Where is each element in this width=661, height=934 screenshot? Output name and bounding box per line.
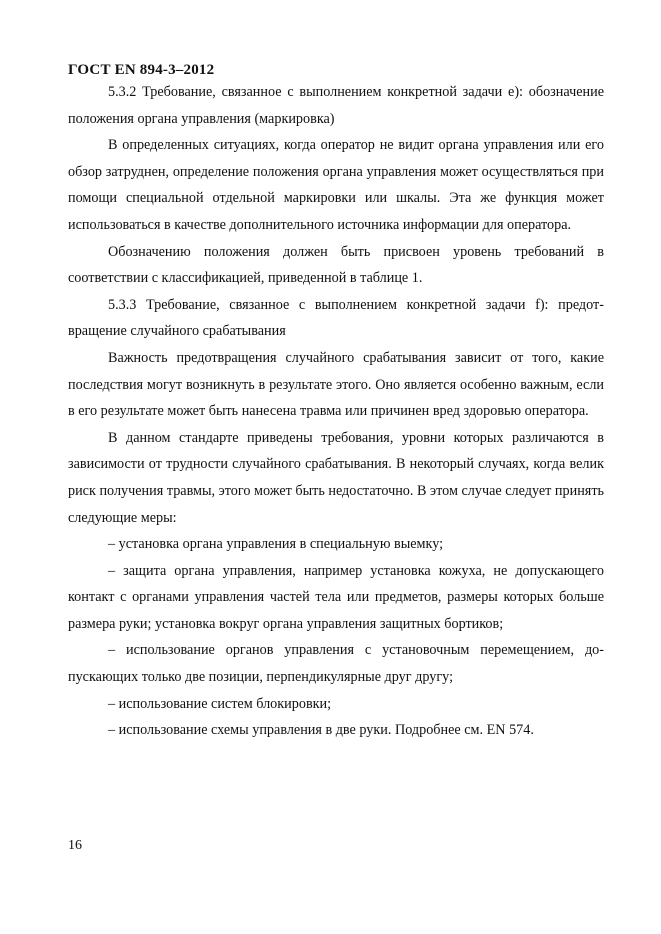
list-item: – использование схемы управления в две руки. Подробнее см. EN 574. <box>108 722 534 739</box>
page-number: 16 <box>68 838 82 853</box>
list-item: – использование систем блокировки; <box>108 695 332 712</box>
paragraph: В определенных ситуациях, когда оператор не видит органа управления или его обзор затруднен, определение положения органа управления может осуществляться при помощи специальной отдельной маркировки или шкалы. Эта же функция может использоваться в качестве дополнительного источника информации для оператора. <box>68 137 604 233</box>
clause-5-3-3-heading: 5.3.3 Требование, связанное с выполнением конкретной задачи f): предотвращение случайного срабатывания <box>68 296 604 340</box>
body-text <box>68 79 604 744</box>
paragraph: Важность предотвращения случайного срабатывания зависит от того, какие последствия могут возникнуть в результате этого. Оно является особенно важным, если в его результате может быть нанесена травма или причинен вред здоровью оператора. <box>68 349 604 420</box>
list-item: – защита органа управления, например установка кожуха, не допускающего контакт с органами управления частей тела или предметов, размеры которых больше размера руки; установка вокруг органа управления защитных бортиков; <box>68 562 604 632</box>
clause-5-3-2-heading: 5.3.2 Требование, связанное с выполнением конкретной задачи e): обозначение положения органа управления (маркировка) <box>68 84 604 127</box>
document-header: ГОСТ EN 894-3–2012 <box>68 62 215 78</box>
list-item: – использование органов управления с установочным перемещением, допускающих только две позиции, перпендикулярные друг другу; <box>68 642 604 686</box>
paragraph: Обозначению положения должен быть присвоен уровень требований в соответствии с классификацией, приведенной в таблице 1. <box>68 243 604 287</box>
paragraph: В данном стандарте приведены требования, уровни которых различаются в зависимости от трудности случайного срабатывания. В некоторый случаях, когда велик риск получения травмы, этого может быть недостаточно. В этом случае следует принять следующие меры: <box>68 429 604 526</box>
list-item: – установка органа управления в специальную выемку; <box>108 536 444 553</box>
